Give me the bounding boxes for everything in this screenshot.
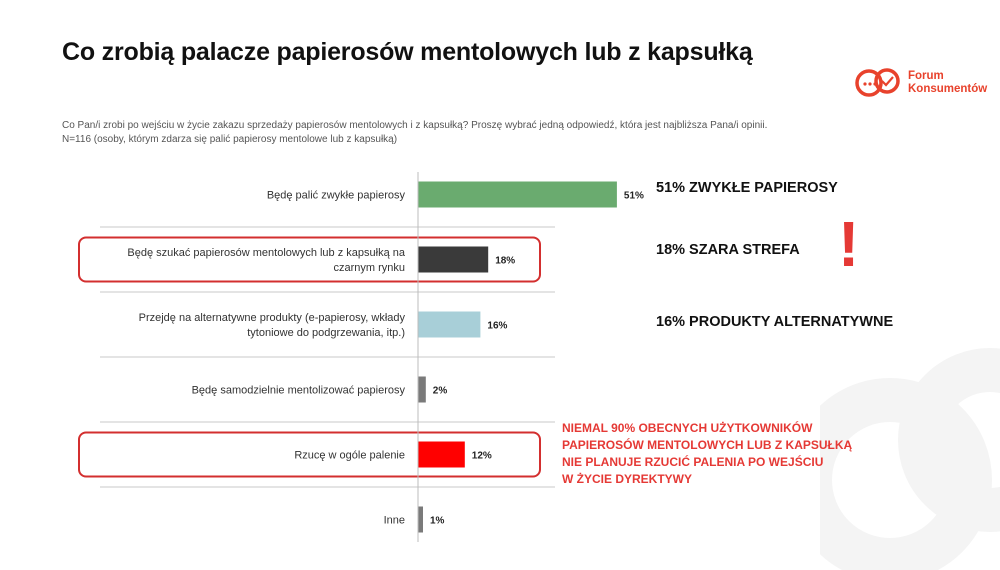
value-label: 2%: [432, 385, 448, 397]
category-label: Rzucę w ogóle palenie: [294, 449, 405, 462]
note-line-2: PAPIEROSÓW MENTOLOWYCH LUB Z KAPSUŁKĄ: [562, 438, 853, 452]
sample-size: N=116 (osoby, którym zdarza się palić papierosy mentolowe lub z kapsułką): [62, 134, 398, 145]
category-label: Będę szukać papierosów mentolowych lub z kapsułką na: [127, 247, 405, 259]
value-label: 51%: [623, 190, 644, 202]
bar: [418, 312, 480, 338]
callout-regular-cigarettes: 51% ZWYKŁE PAPIEROSY: [656, 180, 838, 196]
logo-line-2: Konsumentów: [908, 83, 988, 95]
slide-title: Co zrobią palacze papierosów mentolowych lub z kapsułką: [62, 38, 753, 66]
value-label: 12%: [471, 450, 492, 462]
note-line-3: NIE PLANUJE RZUCIĆ PALENIA PO WEJŚCIU: [562, 455, 824, 469]
summary-note: [562, 420, 892, 488]
value-label: 16%: [487, 320, 508, 332]
callout-grey-zone: 18% SZARA STREFA: [656, 242, 800, 258]
bar: [418, 247, 488, 273]
bar: [418, 377, 426, 403]
bar: [418, 442, 465, 468]
note-line-1: NIEMAL 90% OBECNYCH UŻYTKOWNIKÓW: [562, 421, 813, 435]
note-line-4: W ŻYCIE DYREKTYWY: [562, 472, 693, 486]
value-label: 18%: [495, 255, 516, 267]
category-label: Inne: [383, 514, 405, 527]
value-label: 1%: [430, 515, 445, 527]
question-text: Co Pan/i zrobi po wejściu w życie zakazu sprzedaży papierosów mentolowych i z kapsułką? Proszę wybrać jedną odpowiedź, która jest najbliższa Pana/i opinii.: [62, 120, 768, 131]
bar: [418, 182, 617, 208]
category-label: Przejdę na alternatywne produkty (e-papierosy, wkłady: [138, 312, 405, 324]
logo-line-1: Forum: [908, 70, 944, 82]
category-label: Będę palić zwykłe papierosy: [266, 189, 405, 202]
category-label: tytoniowe do podgrzewania, itp.): [247, 327, 405, 339]
category-label: Będę samodzielnie mentolizować papierosy: [191, 384, 405, 397]
category-label: czarnym rynku: [333, 262, 405, 274]
bar: [418, 507, 423, 533]
exclamation-mark: !: [838, 208, 860, 280]
callout-alternative-products: 16% PRODUKTY ALTERNATYWNE: [656, 314, 894, 330]
